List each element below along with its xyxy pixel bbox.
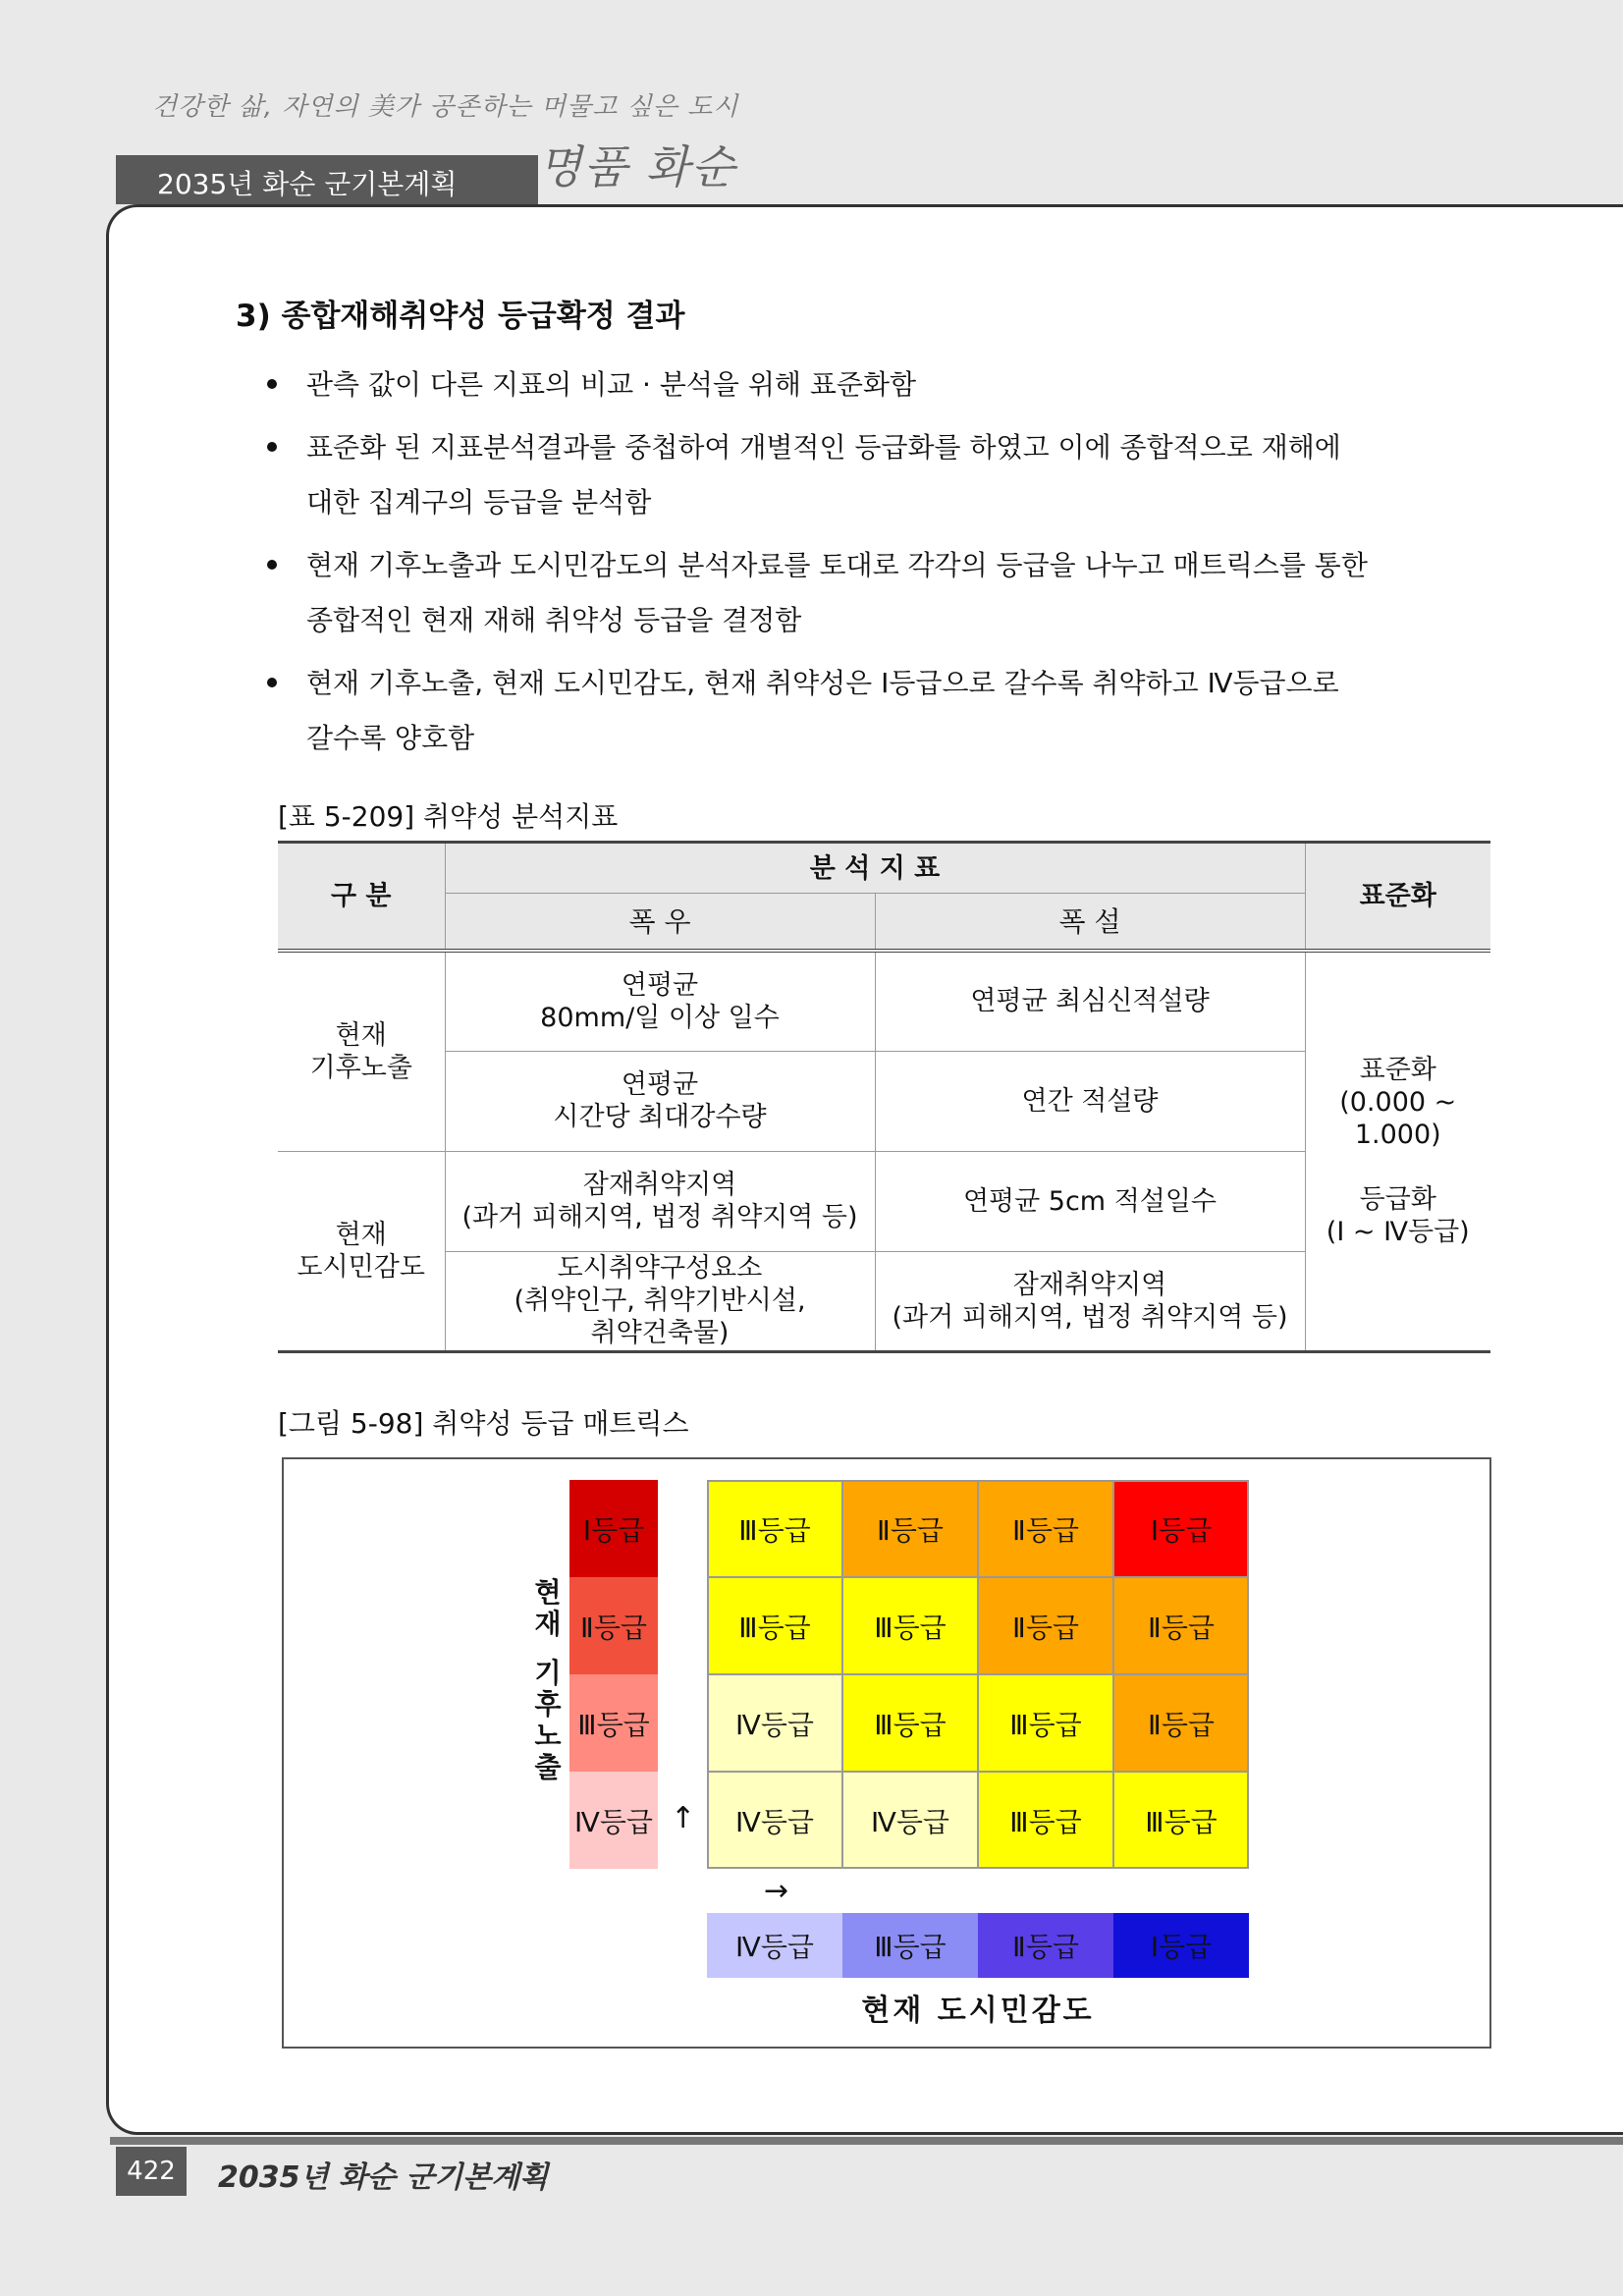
matrix-cell: Ⅲ등급 bbox=[1113, 1772, 1249, 1869]
bullet-line: 현재 기후노출과 도시민감도의 분석자료를 토대로 각각의 등급을 나누고 매트릭스를 통한 bbox=[306, 549, 1368, 581]
header-slogan: 건강한 삶, 자연의 美가 공존하는 머물고 싶은 도시 bbox=[152, 92, 739, 122]
matrix-cell: Ⅳ등급 bbox=[707, 1772, 842, 1869]
bullet-dot bbox=[267, 560, 277, 570]
matrix-cell: Ⅲ등급 bbox=[978, 1674, 1113, 1772]
footer-title: 2035년 화순 군기본계획 bbox=[218, 2160, 549, 2195]
header-category: 구 분 bbox=[278, 843, 445, 952]
header-snow: 폭 설 bbox=[875, 894, 1305, 952]
matrix-cell: Ⅱ등급 bbox=[1113, 1577, 1249, 1674]
header-logo: 명품 화순 bbox=[538, 140, 737, 193]
rain-cell: 연평균 시간당 최대강수량 bbox=[445, 1051, 875, 1151]
matrix-cell: Ⅱ등급 bbox=[978, 1480, 1113, 1577]
bullet-item bbox=[275, 357, 1453, 412]
matrix-cell: Ⅱ등급 bbox=[978, 1577, 1113, 1674]
header-rain: 폭 우 bbox=[445, 894, 875, 952]
bullet-dot bbox=[267, 379, 277, 389]
sensitivity-level-cell: Ⅰ등급 bbox=[1113, 1913, 1249, 1978]
right-arrow: → bbox=[764, 1874, 789, 1908]
header-doc-title: 2035년 화순 군기본계획 bbox=[157, 168, 458, 200]
figure-caption: [그림 5-98] 취약성 등급 매트릭스 bbox=[278, 1407, 689, 1440]
indicator-table bbox=[278, 841, 1490, 1353]
section-title: 3) 종합재해취약성 등급확정 결과 bbox=[236, 299, 685, 334]
table-caption: [표 5-209] 취약성 분석지표 bbox=[278, 800, 619, 833]
bullet-line: 현재 기후노출, 현재 도시민감도, 현재 취약성은 Ⅰ등급으로 갈수록 취약하고 Ⅳ등급으로 bbox=[306, 667, 1339, 699]
matrix-cell: Ⅰ등급 bbox=[1113, 1480, 1249, 1577]
bullet-dot bbox=[267, 678, 277, 687]
matrix-cell: Ⅲ등급 bbox=[842, 1674, 978, 1772]
group-label: 현재 도시민감도 bbox=[278, 1151, 445, 1351]
snow-cell: 연평균 5cm 적설일수 bbox=[875, 1151, 1305, 1251]
y-axis-label: 현 재 기 후 노 출 bbox=[534, 1576, 562, 1783]
page-number: 422 bbox=[116, 2147, 187, 2196]
snow-cell: 잠재취약지역 (과거 피해지역, 법정 취약지역 등) bbox=[875, 1251, 1305, 1351]
matrix-grid-border bbox=[707, 1480, 1249, 1869]
sensitivity-level-cell: Ⅳ등급 bbox=[707, 1913, 842, 1978]
rain-cell: 도시취약구성요소 (취약인구, 취약기반시설, 취약건축물) bbox=[445, 1251, 875, 1351]
panel-shadow bbox=[110, 2137, 1623, 2145]
climate-level-cell: Ⅲ등급 bbox=[569, 1674, 658, 1772]
snow-cell: 연평균 최심신적설량 bbox=[875, 951, 1305, 1051]
bullet-line: 대한 집계구의 등급을 분석함 bbox=[306, 486, 652, 519]
rain-cell: 연평균 80mm/일 이상 일수 bbox=[445, 951, 875, 1051]
bullet-item bbox=[275, 420, 1453, 530]
header-indicators: 분 석 지 표 bbox=[445, 843, 1305, 894]
matrix-cell: Ⅳ등급 bbox=[842, 1772, 978, 1869]
sensitivity-level-cell: Ⅱ등급 bbox=[978, 1913, 1113, 1978]
matrix-cell: Ⅲ등급 bbox=[978, 1772, 1113, 1869]
matrix-cell: Ⅱ등급 bbox=[842, 1480, 978, 1577]
snow-cell: 연간 적설량 bbox=[875, 1051, 1305, 1151]
header-standard: 표준화 bbox=[1305, 843, 1490, 952]
matrix-cell: Ⅲ등급 bbox=[707, 1480, 842, 1577]
bullet-line: 표준화 된 지표분석결과를 중첩하여 개별적인 등급화를 하였고 이에 종합적으로 재해에 bbox=[306, 431, 1341, 464]
standard-cell: 표준화 (0.000 ~ 1.000) 등급화 (Ⅰ ~ Ⅳ등급) bbox=[1305, 951, 1490, 1351]
climate-level-cell: Ⅱ등급 bbox=[569, 1577, 658, 1674]
bullet-line: 종합적인 현재 재해 취약성 등급을 결정함 bbox=[306, 604, 802, 636]
bullet-line: 갈수록 양호함 bbox=[306, 722, 475, 754]
rain-cell: 잠재취약지역 (과거 피해지역, 법정 취약지역 등) bbox=[445, 1151, 875, 1251]
bullet-item bbox=[275, 656, 1453, 766]
matrix-cell: Ⅲ등급 bbox=[707, 1577, 842, 1674]
matrix-cell: Ⅳ등급 bbox=[707, 1674, 842, 1772]
bullet-line: 관측 값이 다른 지표의 비교 · 분석을 위해 표준화함 bbox=[306, 368, 917, 401]
climate-level-cell: Ⅰ등급 bbox=[569, 1480, 658, 1577]
matrix-cell: Ⅱ등급 bbox=[1113, 1674, 1249, 1772]
up-arrow: ↑ bbox=[671, 1801, 696, 1835]
bullet-item bbox=[275, 538, 1453, 648]
sensitivity-level-cell: Ⅲ등급 bbox=[842, 1913, 978, 1978]
x-axis-label: 현재 도시민감도 bbox=[861, 1994, 1095, 2028]
group-label: 현재 기후노출 bbox=[278, 951, 445, 1151]
matrix-cell: Ⅲ등급 bbox=[842, 1577, 978, 1674]
bullet-dot bbox=[267, 442, 277, 452]
climate-level-cell: Ⅳ등급 bbox=[569, 1772, 658, 1869]
